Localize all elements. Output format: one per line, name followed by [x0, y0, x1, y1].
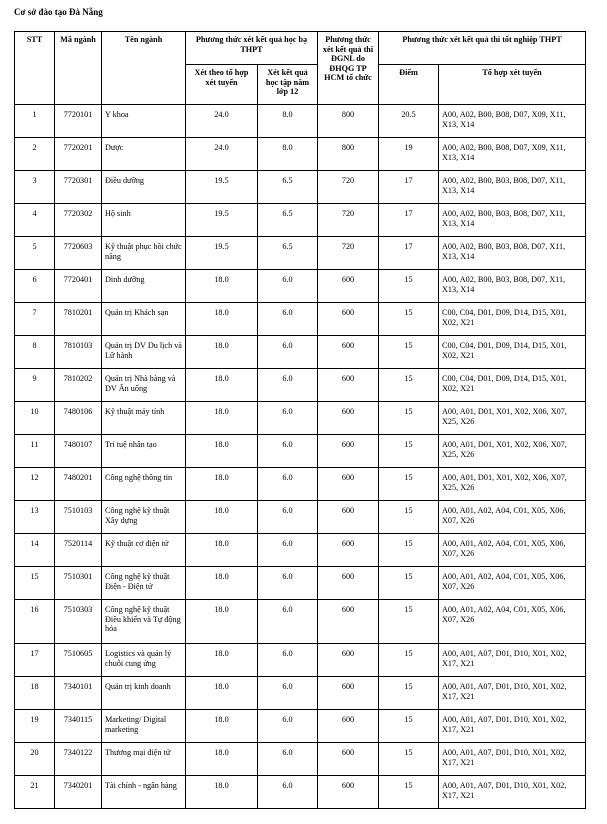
cell-hocba-combo: 18.0 [186, 402, 258, 435]
cell-hocba-grade12: 6.0 [258, 270, 318, 303]
cell-stt: 9 [15, 369, 55, 402]
cell-thpt-combos: A00, A01, A02, A04, C01, X05, X06, X07, X26 [439, 501, 586, 534]
cell-stt: 19 [15, 710, 55, 743]
table-row [15, 435, 586, 468]
cell-stt: 6 [15, 270, 55, 303]
cell-hocba-combo: 18.0 [186, 270, 258, 303]
cell-dgnl: 800 [318, 138, 379, 171]
admissions-table [14, 31, 586, 809]
cell-dgnl: 600 [318, 303, 379, 336]
cell-major-code: 7720401 [55, 270, 102, 303]
cell-major-code: 7810103 [55, 336, 102, 369]
cell-thpt-combos: A00, A01, D01, X01, X02, X06, X07, X25, X26 [439, 468, 586, 501]
cell-major-name: Công nghệ kỹ thuật Xây dựng [102, 501, 186, 534]
table-row [15, 710, 586, 743]
cell-hocba-combo: 18.0 [186, 710, 258, 743]
cell-thpt-combos: A00, A01, A07, D01, D10, X01, X02, X17, X21 [439, 776, 586, 809]
cell-hocba-grade12: 6.0 [258, 776, 318, 809]
header-dgnl: Phương thức xét kết quả thi ĐGNL do ĐHQG TP HCM tổ chức [318, 32, 379, 105]
header-thpt-group: Phương thức xét kết quả thi tốt nghiệp THPT [379, 32, 586, 65]
cell-major-code: 7720201 [55, 138, 102, 171]
cell-hocba-grade12: 6.0 [258, 600, 318, 644]
cell-major-name: Tài chính - ngân hàng [102, 776, 186, 809]
cell-thpt-combos: A00, A02, B00, B03, B08, D07, X11, X13, X14 [439, 270, 586, 303]
cell-thpt-combos: A00, A01, D01, X01, X02, X06, X07, X25, X26 [439, 435, 586, 468]
table-row [15, 501, 586, 534]
table-row [15, 600, 586, 644]
cell-dgnl: 600 [318, 677, 379, 710]
cell-stt: 14 [15, 534, 55, 567]
table-row [15, 567, 586, 600]
cell-dgnl: 600 [318, 336, 379, 369]
cell-thpt-combos: A00, A02, B00, B03, B08, D07, X11, X13, X14 [439, 171, 586, 204]
table-body [15, 105, 586, 809]
cell-dgnl: 600 [318, 567, 379, 600]
cell-major-code: 7480107 [55, 435, 102, 468]
cell-dgnl: 600 [318, 402, 379, 435]
cell-major-code: 7720301 [55, 171, 102, 204]
cell-thpt-combos: A00, A02, B00, B08, D07, X09, X11, X13, X14 [439, 138, 586, 171]
cell-dgnl: 600 [318, 776, 379, 809]
cell-hocba-combo: 19.5 [186, 171, 258, 204]
cell-thpt-combos: C00, C04, D01, D09, D14, D15, X01, X02, X21 [439, 303, 586, 336]
cell-major-code: 7340122 [55, 743, 102, 776]
cell-hocba-grade12: 6.0 [258, 336, 318, 369]
table-row [15, 237, 586, 270]
table-row [15, 743, 586, 776]
cell-hocba-combo: 18.0 [186, 776, 258, 809]
cell-thpt-score: 20.5 [379, 105, 439, 138]
cell-hocba-combo: 18.0 [186, 534, 258, 567]
cell-major-name: Quản trị Khách sạn [102, 303, 186, 336]
cell-stt: 18 [15, 677, 55, 710]
cell-stt: 7 [15, 303, 55, 336]
cell-thpt-score: 15 [379, 677, 439, 710]
cell-stt: 3 [15, 171, 55, 204]
cell-major-name: Hộ sinh [102, 204, 186, 237]
cell-thpt-score: 15 [379, 369, 439, 402]
cell-thpt-combos: A00, A01, A07, D01, D10, X01, X02, X17, X21 [439, 644, 586, 677]
cell-major-name: Kỹ thuật phục hồi chức năng [102, 237, 186, 270]
cell-major-code: 7340115 [55, 710, 102, 743]
cell-thpt-combos: A00, A01, A07, D01, D10, X01, X02, X17, X21 [439, 677, 586, 710]
cell-hocba-combo: 18.0 [186, 567, 258, 600]
cell-thpt-score: 15 [379, 270, 439, 303]
cell-hocba-grade12: 6.0 [258, 567, 318, 600]
cell-stt: 12 [15, 468, 55, 501]
cell-thpt-combos: A00, A02, B00, B03, B08, D07, X11, X13, X14 [439, 204, 586, 237]
cell-thpt-combos: A00, A01, A02, A04, C01, X05, X06, X07, X26 [439, 600, 586, 644]
cell-dgnl: 600 [318, 435, 379, 468]
table-row [15, 677, 586, 710]
cell-hocba-grade12: 8.0 [258, 138, 318, 171]
cell-stt: 1 [15, 105, 55, 138]
cell-dgnl: 600 [318, 534, 379, 567]
cell-major-name: Thương mại điện tử [102, 743, 186, 776]
header-thpt-score: Điểm [379, 65, 439, 105]
cell-hocba-combo: 18.0 [186, 435, 258, 468]
table-row [15, 402, 586, 435]
cell-major-name: Logistics và quản lý chuỗi cung ứng [102, 644, 186, 677]
cell-stt: 5 [15, 237, 55, 270]
page-title: Cơ sở đào tạo Đà Nẵng [14, 7, 103, 17]
cell-major-code: 7720302 [55, 204, 102, 237]
cell-major-code: 7510303 [55, 600, 102, 644]
cell-major-name: Dinh dưỡng [102, 270, 186, 303]
cell-thpt-score: 15 [379, 435, 439, 468]
table-row [15, 303, 586, 336]
cell-major-code: 7340201 [55, 776, 102, 809]
cell-major-name: Kỹ thuật máy tính [102, 402, 186, 435]
cell-dgnl: 800 [318, 105, 379, 138]
cell-thpt-score: 15 [379, 776, 439, 809]
cell-hocba-grade12: 6.0 [258, 743, 318, 776]
cell-dgnl: 720 [318, 204, 379, 237]
cell-hocba-grade12: 6.0 [258, 435, 318, 468]
cell-hocba-combo: 18.0 [186, 677, 258, 710]
cell-hocba-combo: 18.0 [186, 336, 258, 369]
table-row [15, 644, 586, 677]
cell-hocba-combo: 24.0 [186, 105, 258, 138]
table-row [15, 105, 586, 138]
table-row [15, 270, 586, 303]
cell-thpt-score: 15 [379, 644, 439, 677]
cell-thpt-score: 17 [379, 237, 439, 270]
cell-thpt-score: 15 [379, 402, 439, 435]
cell-dgnl: 600 [318, 369, 379, 402]
cell-dgnl: 720 [318, 237, 379, 270]
cell-thpt-combos: A00, A01, D01, X01, X02, X06, X07, X25, X26 [439, 402, 586, 435]
cell-major-name: Công nghệ kỹ thuật Điều khiển và Tự động hóa [102, 600, 186, 644]
cell-major-code: 7720603 [55, 237, 102, 270]
cell-major-code: 7810201 [55, 303, 102, 336]
cell-stt: 2 [15, 138, 55, 171]
cell-major-code: 7510605 [55, 644, 102, 677]
cell-stt: 17 [15, 644, 55, 677]
cell-thpt-score: 15 [379, 600, 439, 644]
cell-stt: 10 [15, 402, 55, 435]
cell-thpt-score: 19 [379, 138, 439, 171]
cell-hocba-combo: 18.0 [186, 600, 258, 644]
cell-hocba-grade12: 6.0 [258, 710, 318, 743]
header-thpt-combos: Tổ hợp xét tuyển [439, 65, 586, 105]
cell-major-name: Kỹ thuật cơ điện tử [102, 534, 186, 567]
cell-major-code: 7480201 [55, 468, 102, 501]
cell-hocba-combo: 18.0 [186, 468, 258, 501]
cell-major-code: 7480106 [55, 402, 102, 435]
cell-thpt-score: 17 [379, 204, 439, 237]
cell-hocba-grade12: 6.0 [258, 303, 318, 336]
cell-stt: 4 [15, 204, 55, 237]
cell-dgnl: 600 [318, 501, 379, 534]
cell-dgnl: 600 [318, 644, 379, 677]
cell-stt: 20 [15, 743, 55, 776]
cell-thpt-combos: C00, C04, D01, D09, D14, D15, X01, X02, X21 [439, 369, 586, 402]
cell-hocba-grade12: 6.0 [258, 534, 318, 567]
header-hocba-group: Phương thức xét kết quả học bạ THPT [186, 32, 318, 65]
header-stt: STT [15, 32, 55, 105]
table-row [15, 336, 586, 369]
cell-major-name: Marketing/ Digital marketing [102, 710, 186, 743]
cell-thpt-combos: A00, A01, A07, D01, D10, X01, X02, X17, X21 [439, 743, 586, 776]
cell-hocba-grade12: 8.0 [258, 105, 318, 138]
table-row [15, 204, 586, 237]
cell-thpt-combos: A00, A01, A07, D01, D10, X01, X02, X17, X21 [439, 710, 586, 743]
cell-dgnl: 720 [318, 171, 379, 204]
cell-hocba-grade12: 6.5 [258, 237, 318, 270]
cell-dgnl: 600 [318, 710, 379, 743]
cell-thpt-score: 15 [379, 567, 439, 600]
cell-hocba-combo: 18.0 [186, 743, 258, 776]
cell-hocba-grade12: 6.0 [258, 468, 318, 501]
cell-thpt-score: 15 [379, 710, 439, 743]
cell-stt: 16 [15, 600, 55, 644]
cell-hocba-grade12: 6.0 [258, 677, 318, 710]
cell-dgnl: 600 [318, 600, 379, 644]
cell-stt: 15 [15, 567, 55, 600]
table-row [15, 138, 586, 171]
cell-hocba-combo: 18.0 [186, 303, 258, 336]
cell-thpt-score: 15 [379, 303, 439, 336]
cell-hocba-combo: 18.0 [186, 501, 258, 534]
header-hocba-grade12: Xét kết quả học tập năm lớp 12 [258, 65, 318, 105]
cell-hocba-combo: 18.0 [186, 369, 258, 402]
cell-stt: 8 [15, 336, 55, 369]
cell-thpt-combos: C00, C04, D01, D09, D14, D15, X01, X02, X21 [439, 336, 586, 369]
cell-dgnl: 600 [318, 743, 379, 776]
cell-thpt-score: 15 [379, 468, 439, 501]
cell-hocba-grade12: 6.0 [258, 402, 318, 435]
cell-major-code: 7510301 [55, 567, 102, 600]
table-row [15, 776, 586, 809]
cell-major-code: 7340101 [55, 677, 102, 710]
cell-thpt-combos: A00, A01, A02, A04, C01, X05, X06, X07, X26 [439, 567, 586, 600]
cell-hocba-combo: 18.0 [186, 644, 258, 677]
cell-hocba-grade12: 6.5 [258, 171, 318, 204]
cell-hocba-grade12: 6.0 [258, 501, 318, 534]
cell-major-name: Quản trị Nhà hàng và DV Ăn uống [102, 369, 186, 402]
cell-major-name: Công nghệ thông tin [102, 468, 186, 501]
cell-major-name: Y khoa [102, 105, 186, 138]
header-hocba-combo: Xét theo tổ hợp xét tuyển [186, 65, 258, 105]
header-major-code: Mã ngành [55, 32, 102, 105]
cell-stt: 13 [15, 501, 55, 534]
cell-major-name: Quản trị DV Du lịch và Lữ hành [102, 336, 186, 369]
cell-thpt-combos: A00, A02, B00, B03, B08, D07, X11, X13, X14 [439, 237, 586, 270]
cell-thpt-score: 15 [379, 336, 439, 369]
table-header [15, 32, 586, 105]
table-row [15, 369, 586, 402]
cell-hocba-combo: 19.5 [186, 237, 258, 270]
cell-major-code: 7720101 [55, 105, 102, 138]
cell-hocba-grade12: 6.0 [258, 644, 318, 677]
header-major-name: Tên ngành [102, 32, 186, 105]
table-row [15, 468, 586, 501]
cell-major-name: Quản trị kinh doanh [102, 677, 186, 710]
cell-hocba-combo: 19.5 [186, 204, 258, 237]
table-row [15, 534, 586, 567]
cell-thpt-combos: A00, A02, B00, B08, D07, X09, X11, X13, X14 [439, 105, 586, 138]
cell-hocba-grade12: 6.5 [258, 204, 318, 237]
cell-dgnl: 600 [318, 468, 379, 501]
cell-thpt-score: 15 [379, 743, 439, 776]
cell-thpt-combos: A00, A01, A02, A04, C01, X05, X06, X07, X26 [439, 534, 586, 567]
cell-stt: 11 [15, 435, 55, 468]
cell-major-code: 7810202 [55, 369, 102, 402]
cell-major-name: Trí tuệ nhân tạo [102, 435, 186, 468]
cell-hocba-combo: 24.0 [186, 138, 258, 171]
cell-major-name: Điều dưỡng [102, 171, 186, 204]
cell-thpt-score: 15 [379, 501, 439, 534]
cell-dgnl: 600 [318, 270, 379, 303]
cell-major-name: Dược [102, 138, 186, 171]
cell-major-code: 7520114 [55, 534, 102, 567]
cell-hocba-grade12: 6.0 [258, 369, 318, 402]
cell-thpt-score: 15 [379, 534, 439, 567]
cell-stt: 21 [15, 776, 55, 809]
table-row [15, 171, 586, 204]
cell-major-code: 7510103 [55, 501, 102, 534]
cell-major-name: Công nghệ kỹ thuật Điện - Điện tử [102, 567, 186, 600]
cell-thpt-score: 17 [379, 171, 439, 204]
